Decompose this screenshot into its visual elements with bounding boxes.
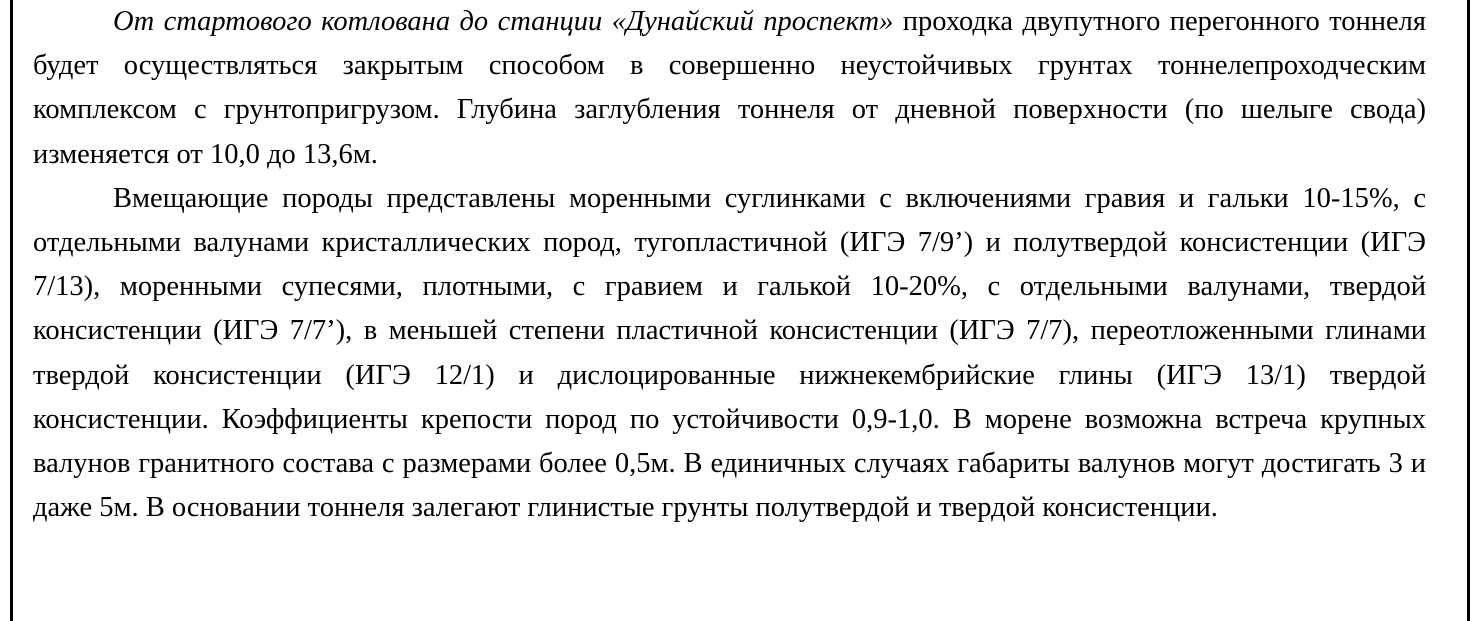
page-frame-right-border	[1467, 0, 1470, 621]
paragraph-host-rocks	[33, 177, 1426, 531]
paragraph-text: Вмещающие породы представлены моренными суглинками с включениями гравия и гальки 10-15%, с отдельными валунами кристаллических пород, тугопластичной (ИГЭ 7/9’) и полутвердой консистенции (ИГЭ 7/13), моренными супесями, плотными, с гравием и галькой 10-20%, с отдельными валунами, твердой консистенции (ИГЭ 7/7’), в меньшей степени пластичной консистенции (ИГЭ 7/7), переотложенными глинами твердой консистенции (ИГЭ 12/1) и дислоцированные нижнекембрийские глины (ИГЭ 13/1) твердой консистенции. Коэффициенты крепости пород по устойчивости 0,9-1,0. В морене возможна встреча крупных валунов гранитного состава с размерами более 0,5м. В единичных случаях габариты валунов могут достигать 3 и даже 5м. В основании тоннеля залегают глинистые грунты полутвердой и твердой консистенции.	[33, 182, 1426, 524]
paragraph-italic-lead: От стартового котлована до станции «Дунайский проспект»	[113, 6, 894, 37]
paragraph-text: проходка двупутного перегонного тоннеля будет осуществляться закрытым способом в совершенно неустойчивых грунтах тоннелепроходческим комплексом с грунтопригрузом. Глубина заглубления тоннеля от дневной поверхности (по шелыге свода) изменяется от 10,0 до 13,6м.	[33, 6, 1427, 170]
paragraph-tunnel-construction	[33, 0, 1426, 177]
page-frame-left-border	[10, 0, 13, 621]
document-body	[33, 0, 1426, 530]
